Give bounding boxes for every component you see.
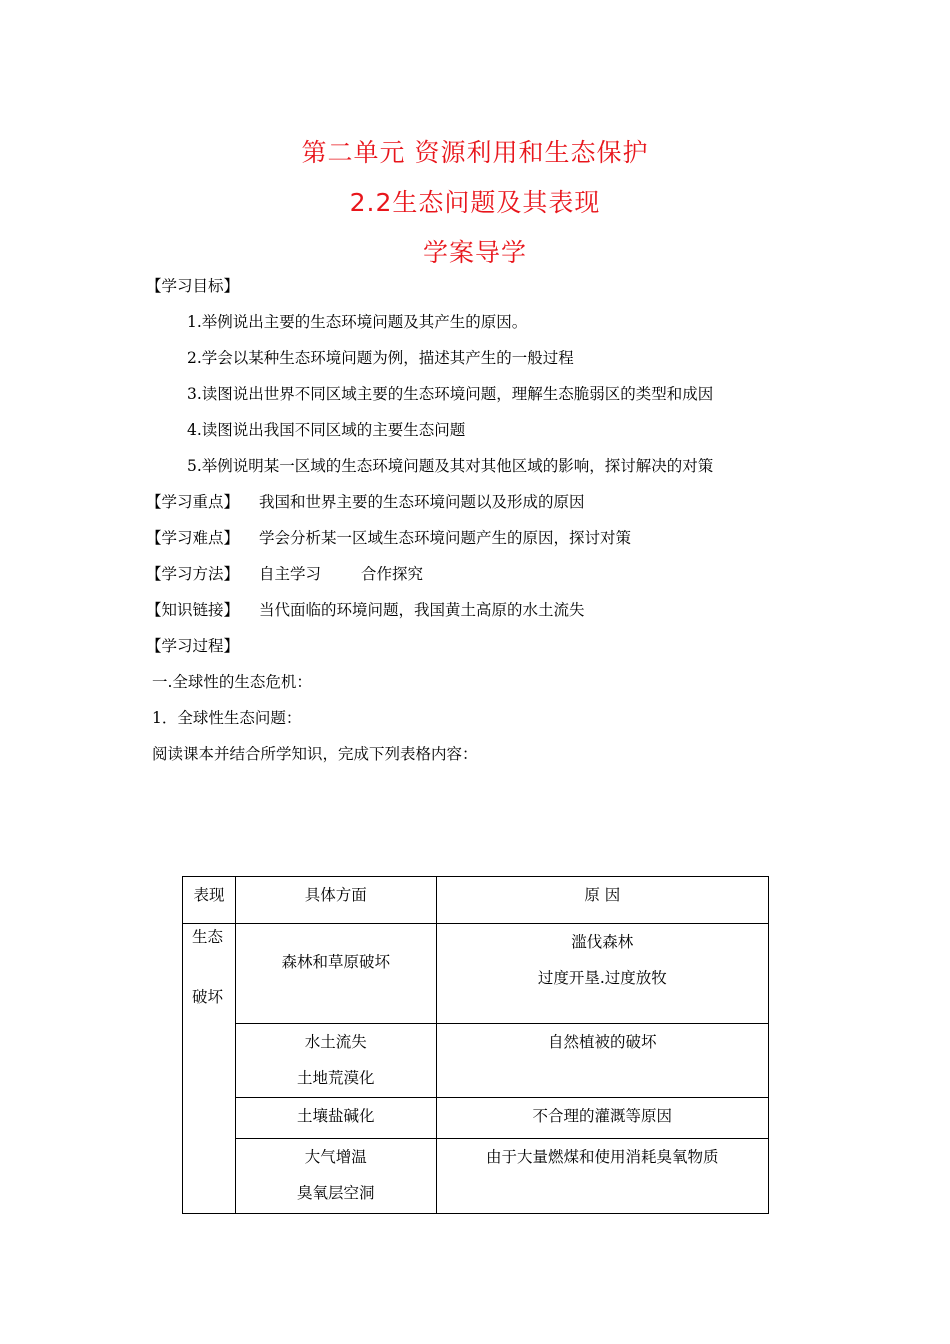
method-2: 合作探究 — [361, 565, 424, 583]
header-cell-aspect: 具体方面 — [235, 877, 436, 924]
key-points-text: 我国和世界主要的生态环境问题以及形成的原因 — [259, 493, 585, 511]
difficulties-row — [146, 528, 631, 548]
cause-cell: 不合理的灌溉等原因 — [436, 1098, 768, 1139]
difficulties-text: 学会分析某一区域生态环境问题产生的原因，探讨对策 — [259, 529, 632, 547]
table-row — [183, 1139, 769, 1214]
header-cell-manifestation: 表现 — [183, 877, 236, 924]
methods-row — [146, 564, 423, 584]
links-row — [146, 600, 585, 620]
table-row — [183, 1024, 769, 1098]
objective-item-2: 2.学会以某种生态环境问题为例，描述其产生的一般过程 — [187, 349, 574, 367]
cause-cell: 滥伐森林 过度开垦.过度放牧 — [436, 924, 768, 1024]
cause-cell: 自然植被的破坏 — [436, 1024, 768, 1098]
unit-title: 第二单元 资源利用和生态保护 — [301, 138, 649, 167]
category-cell: 生态 破坏 — [183, 924, 236, 1214]
cause-cell: 由于大量燃煤和使用消耗臭氧物质 — [436, 1139, 768, 1214]
aspect-cell: 土壤盐碱化 — [235, 1098, 436, 1139]
aspect-cell: 森林和草原破坏 — [235, 924, 436, 1024]
objectives-heading: 【学习目标】 — [146, 277, 240, 295]
links-label: 【知识链接】 — [146, 601, 240, 619]
key-points-row — [146, 492, 585, 512]
process-label: 【学习过程】 — [146, 637, 240, 655]
objective-item-4: 4.读图说出我国不同区域的主要生态问题 — [187, 421, 466, 439]
aspect-cell: 水土流失 土地荒漠化 — [235, 1024, 436, 1098]
table-row — [183, 924, 769, 1024]
links-text: 当代面临的环境问题，我国黄土高原的水土流失 — [259, 601, 585, 619]
aspect-cell: 大气增温 臭氧层空洞 — [235, 1139, 436, 1214]
section-heading: 一.全球性的生态危机： — [152, 673, 312, 691]
page-subtitle: 学案导学 — [422, 238, 527, 267]
instruction-text: 阅读课本并结合所学知识，完成下列表格内容： — [152, 745, 478, 763]
ecology-problems-table — [182, 876, 769, 1214]
table-row — [183, 1098, 769, 1139]
table-header-row — [183, 877, 769, 924]
subsection-heading: 1．全球性生态问题： — [152, 709, 302, 727]
difficulties-label: 【学习难点】 — [146, 529, 240, 547]
key-points-label: 【学习重点】 — [146, 493, 240, 511]
methods-label: 【学习方法】 — [146, 565, 240, 583]
objective-item-3: 3.读图说出世界不同区域主要的生态环境问题，理解生态脆弱区的类型和成因 — [187, 385, 714, 403]
header-cell-cause: 原 因 — [436, 877, 768, 924]
objective-item-5: 5.举例说明某一区域的生态环境问题及其对其他区域的影响，探讨解决的对策 — [187, 457, 714, 475]
lesson-title: 2.2生态问题及其表现 — [349, 188, 601, 217]
objective-item-1: 1.举例说出主要的生态环境问题及其产生的原因。 — [187, 313, 528, 331]
method-1: 自主学习 — [259, 565, 322, 583]
